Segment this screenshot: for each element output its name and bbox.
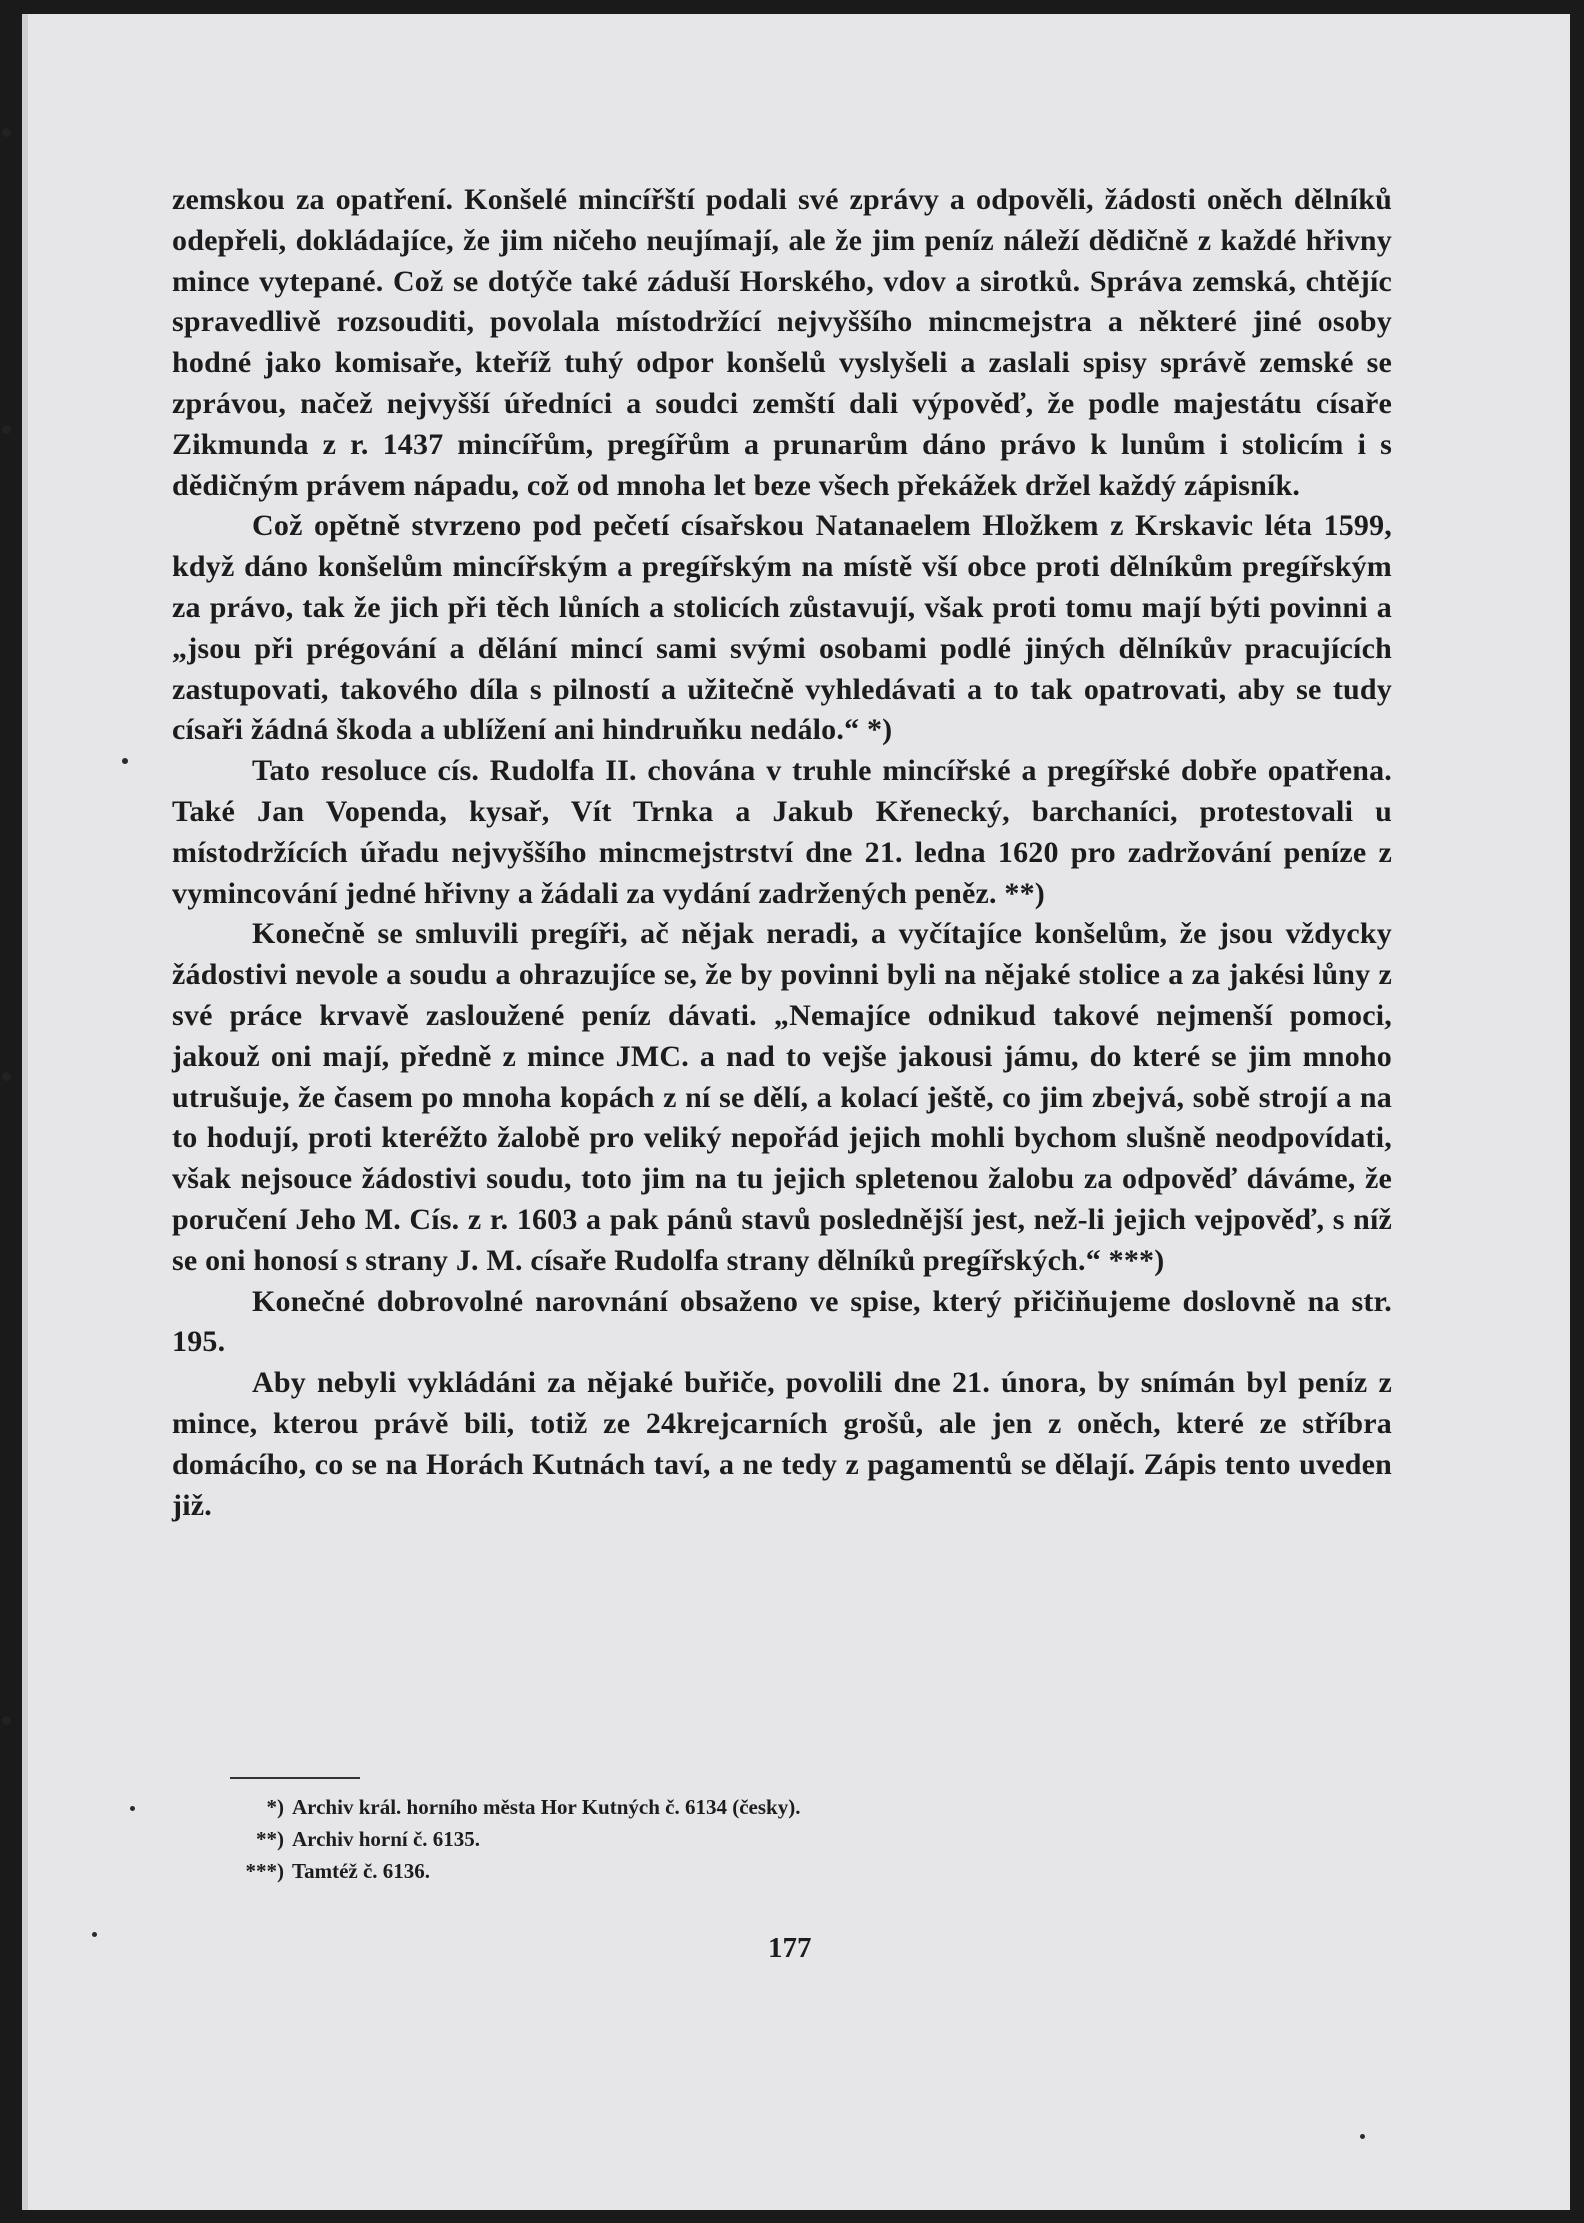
footnote-text: Archiv horní č. 6135. <box>292 1827 481 1851</box>
footnote-1 <box>222 1791 1122 1823</box>
scan-edge <box>22 14 28 2210</box>
footnote-3 <box>222 1855 1122 1887</box>
scan-speck <box>122 758 128 764</box>
page-number: 177 <box>768 1932 812 1964</box>
footnote-mark: ***) <box>245 1859 284 1883</box>
paragraph-2: Což opětně stvrzeno pod pečetí císařskou Natanaelem Hložkem z Krskavic léta 1599, když dáno konšelům mincířským a pregířským na místě vší obce proti dělníkům pregířským za právo, tak že jich při těch lůních a stolicích zůstavují, však proti tomu mají býti povinni a „jsou při prégování a dělání mincí sami svými osobami podlé jiných dělníkův pracujících zastupovati, takového díla s pilností a užitečně vyhledávati a to tak opatrovati, aby se tudy císaři žádná škoda a ublížení ani hindruňku nedálo.“ *) <box>172 509 1392 747</box>
scan-speck <box>92 1932 97 1937</box>
scan-speck <box>1360 2134 1365 2139</box>
paragraph-4: Konečně se smluvili pregíři, ač nějak neradi, a vyčítajíce konšelům, že jsou vždycky žádostivi nevole a soudu a ohrazujíce se, že by povinni byli na nějaké stolice a za jakési lůny z své práce krvavě zasloužené peníz dávati. „Nemajíce odnikud takové nejmenší pomoci, jakouž oni mají, předně z mince JMC. a nad to vejše jakousi jámu, do které se jim mnoho utrušuje, že časem po mnoha kopách z ní se dělí, a kolací ještě, co jim zbejvá, sobě strojí a na to hodují, proti kteréžto žalobě pro veliký nepořád jejich mohli bychom slušně neodpovídati, však nejsouce žádostivi soudu, toto jim na tu jejich spletenou žalobu za odpověď dáváme, že poručení Jeho M. Cís. z r. 1603 a pak pánů stavů poslednější jest, než-li jejich vejpověď, s níž se oni honosí s strany J. M. císaře Rudolfa strany dělníků pregířských.“ ***) <box>172 917 1392 1277</box>
scanned-page <box>22 14 1570 2210</box>
binding-mark <box>2 128 11 137</box>
footnotes <box>222 1791 1122 1887</box>
binding-mark <box>2 425 11 434</box>
paragraph-6: Aby nebyli vykládáni za nějaké buřiče, povolili dne 21. února, by snímán byl peníz z mince, kterou právě bili, totiž ze 24krejcarních grošů, ale jen z oněch, které ze stříbra domácího, co se na Horách Kutnách taví, a ne tedy z pagamentů se dělají. Zápis tento uveden již. <box>172 1366 1392 1522</box>
footnote-divider <box>230 1777 360 1779</box>
footnote-mark: **) <box>256 1827 284 1851</box>
footnote-mark: *) <box>266 1795 284 1819</box>
footnote-text: Archiv král. horního města Hor Kutných č. 6134 (česky). <box>292 1795 801 1819</box>
paragraph-3: Tato resoluce cís. Rudolfa II. chována v truhle mincířské a pregířské dobře opatřena. Také Jan Vopenda, kysař, Vít Trnka a Jakub Křenecký, barchaníci, protestovali u místodržících úřadu nejvyššího mincmejstrství dne 21. ledna 1620 pro zadržování peníze z vymincování jedné hřivny a žádali za vydání zadržených peněz. **) <box>172 754 1392 910</box>
footnote-2 <box>222 1823 1122 1855</box>
scan-speck <box>130 1806 135 1811</box>
paragraph-5: Konečné dobrovolné narovnání obsaženo ve spise, který přičiňujeme doslovně na str. 195. <box>172 1284 1392 1359</box>
binding-mark <box>2 1072 11 1081</box>
binding-mark <box>2 1716 11 1725</box>
paragraph-1: zemskou za opatření. Konšelé mincířští podali své zprávy a odpověli, žádosti oněch dělníků odepřeli, dokládajíce, že jim ničeho neujímají, ale že jim peníz náleží dědičně z každé hřivny mince vytepané. Což se dotýče také záduší Horského, vdov a sirotků. Správa zemská, chtějíc spravedlivě rozsouditi, povolala místodržící nejvyššího mincmejstra a některé jiné osoby hodné jako komisaře, kteříž tuhý odpor konšelů vyslyšeli a zaslali spisy správě zemské se zprávou, načež nejvyšší úředníci a soudci zemští dali výpověď, že podle majestátu císaře Zikmunda z r. 1437 mincířům, pregířům a prunarům dáno právo k lunům i stolicím i s dědičným právem nápadu, což od mnoha let beze všech překážek držel každý zápisník. <box>172 183 1392 502</box>
footnote-text: Tamtéž č. 6136. <box>292 1859 431 1883</box>
body-text <box>172 180 1392 1526</box>
